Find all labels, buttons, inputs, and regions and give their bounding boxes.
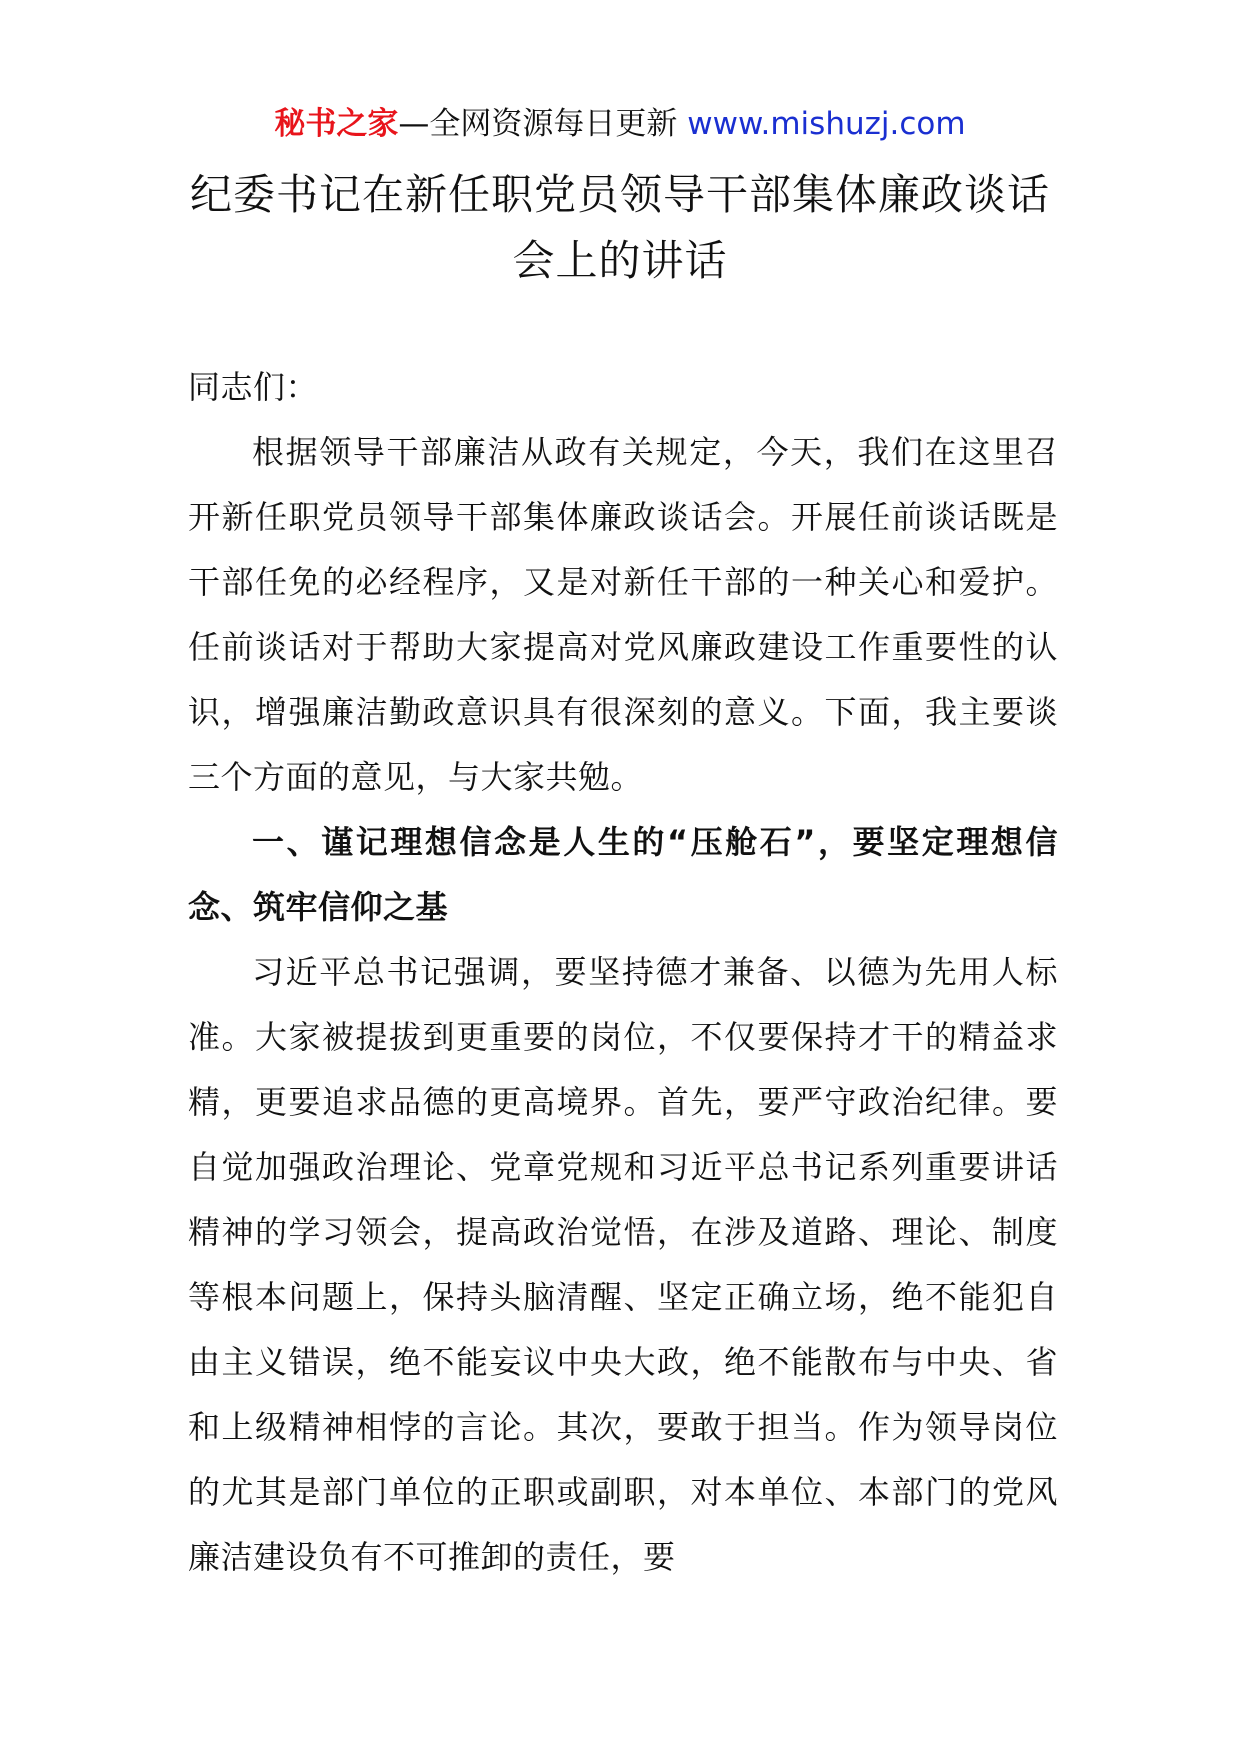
watermark-tagline: —全网资源每日更新 bbox=[398, 106, 688, 142]
paragraph-section-1: 习近平总书记强调，要坚持德才兼备、以德为先用人标准。大家被提拔到更重要的岗位，不仅要保持才干的精益求精，更要追求品德的更高境界。首先，要严守政治纪律。要自觉加强政治理论、党章党规和习近平总书记系列重要讲话精神的学习领会，提高政治觉悟，在涉及道路、理论、制度等根本问题上，保持头脑清醒、坚定正确立场，绝不能犯自由主义错误，绝不能妄议中央大政，绝不能散布与中央、省和上级精神相悖的言论。其次，要敢于担当。作为领导岗位的尤其是部门单位的正职或副职，对本单位、本部门的党风廉洁建设负有不可推卸的责任，要 bbox=[188, 953, 1058, 1576]
title-line-2: 会上的讲话 bbox=[512, 236, 728, 285]
watermark-brand: 秘书之家 bbox=[274, 106, 399, 142]
document-body bbox=[188, 355, 1058, 1590]
watermark-url: www.mishuzj.com bbox=[687, 106, 966, 142]
salutation: 同志们： bbox=[188, 368, 319, 406]
paragraph-intro: 根据领导干部廉洁从政有关规定，今天，我们在这里召开新任职党员领导干部集体廉政谈话会。开展任前谈话既是干部任免的必经程序，又是对新任干部的一种关心和爱护。任前谈话对于帮助大家提高对党风廉政建设工作重要性的认识，增强廉洁勤政意识具有很深刻的意义。下面，我主要谈三个方面的意见，与大家共勉。 bbox=[188, 433, 1058, 796]
section-heading-1: 一、谨记理想信念是人生的“压舱石”，要坚定理想信念、筑牢信仰之基 bbox=[188, 823, 1058, 926]
title-line-1: 纪委书记在新任职党员领导干部集体廉政谈话 bbox=[189, 170, 1050, 219]
document-title bbox=[170, 162, 1070, 294]
site-watermark bbox=[0, 102, 1240, 146]
